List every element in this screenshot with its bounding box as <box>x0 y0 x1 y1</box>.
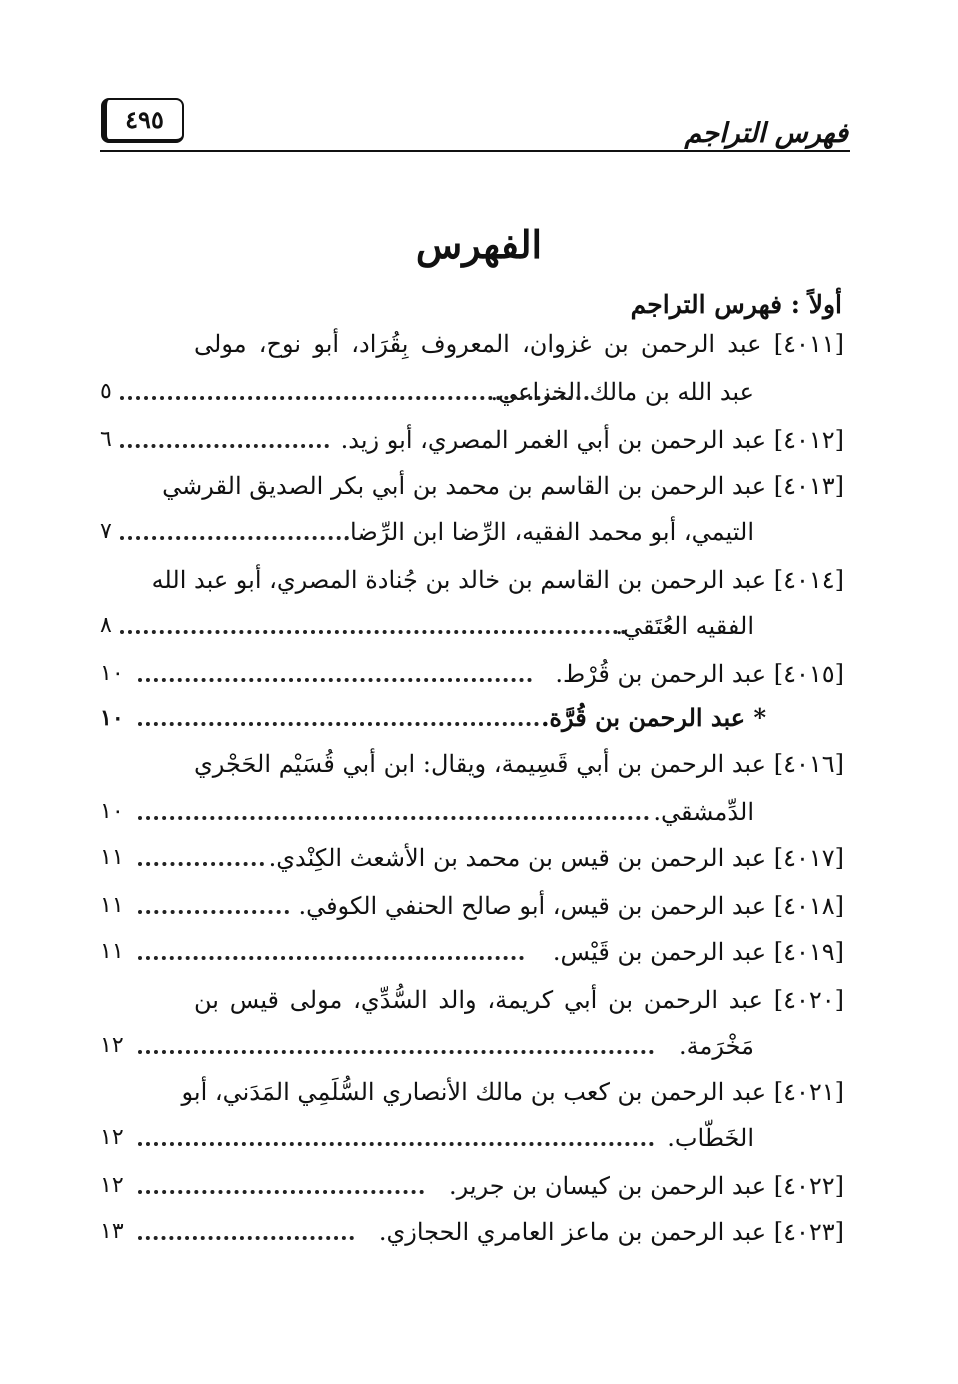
index-entry-line <box>100 932 844 972</box>
entry-page-number: ١١ <box>100 939 124 964</box>
index-entry-line <box>100 466 844 506</box>
index-entry-line <box>100 420 844 460</box>
dot-leader <box>138 1236 354 1240</box>
index-entry-line <box>100 372 844 412</box>
entry-page-number: ١٠ <box>100 705 124 731</box>
entry-text: عبد الله بن مالك الخزاعي. <box>490 378 754 406</box>
dot-leader <box>138 862 264 866</box>
entry-text: [٤٠١٧] عبد الرحمن بن قيس بن محمد بن الأشعث الكِنْدي. <box>268 844 844 872</box>
entry-page-number: ١٠ <box>100 661 124 686</box>
dot-leader <box>138 816 649 820</box>
entry-page-number: ١٣ <box>100 1219 124 1244</box>
entry-text: [٤٠١٢] عبد الرحمن بن أبي الغمر المصري، أبو زيد. <box>340 426 844 454</box>
dot-leader <box>138 1050 654 1054</box>
dot-leader <box>120 536 349 540</box>
entry-page-number: ٥ <box>100 379 112 404</box>
dot-leader <box>120 630 626 634</box>
index-entry-line <box>100 606 844 646</box>
entry-text: [٤٠١١] عبد الرحمن بن غزوان، المعروف بِقُرَاد، أبو نوح، مولى <box>194 330 844 358</box>
dot-leader <box>120 444 329 448</box>
index-entry-line <box>100 324 844 364</box>
entry-text: الخَطّاب. <box>667 1124 754 1152</box>
dot-leader <box>138 1190 424 1194</box>
dot-leader <box>120 396 589 400</box>
index-entry-line <box>100 512 844 552</box>
entry-text: مَخْرَمة. <box>679 1032 754 1060</box>
dot-leader <box>138 910 289 914</box>
entry-text: [٤٠٢١] عبد الرحمن بن كعب بن مالك الأنصاري السُّلَمِي المَدَني، أبو <box>181 1078 844 1106</box>
entry-text: التيمي، أبو محمد الفقيه، الرِّضا ابن الرِّضا. <box>342 518 754 546</box>
entry-page-number: ١١ <box>100 845 124 870</box>
entry-page-number: ١١ <box>100 893 124 918</box>
index-entry-line <box>100 1118 844 1158</box>
page-number: ٤٩٥ <box>125 105 164 134</box>
index-entry-line <box>100 1212 844 1252</box>
index-entry-line <box>100 1166 844 1206</box>
index-entry-line <box>100 560 844 600</box>
dot-leader <box>138 722 539 726</box>
index-entry-line <box>100 838 844 878</box>
index-entry-line <box>100 792 844 832</box>
entry-page-number: ٧ <box>100 519 112 544</box>
entry-text: * عبد الرحمن بن قُرَّة. <box>541 703 766 732</box>
page-number-box <box>101 98 184 143</box>
dot-leader <box>138 956 524 960</box>
index-entry-line <box>100 698 844 738</box>
dot-leader <box>138 678 532 682</box>
running-head: فهرس التراجم <box>684 118 848 149</box>
entry-text: الفقيه العُتَقي. <box>615 612 754 640</box>
entry-page-number: ١٠ <box>100 799 124 824</box>
entry-text: [٤٠١٣] عبد الرحمن بن القاسم بن محمد بن أبي بكر الصديق القرشي <box>162 472 844 500</box>
entry-text: [٤٠١٥] عبد الرحمن بن قُرْط. <box>555 660 844 688</box>
entry-text: [٤٠٢٠] عبد الرحمن بن أبي كريمة، والد السُّدِّي، مولى قيس بن <box>194 986 844 1014</box>
entry-page-number: ١٢ <box>100 1033 124 1058</box>
entry-page-number: ٦ <box>100 427 112 452</box>
section-title: أولاً : فهرس التراجم <box>630 290 842 319</box>
index-entry-line <box>100 654 844 694</box>
index-title: الفهرس <box>415 222 543 267</box>
index-entry-line <box>100 1026 844 1066</box>
entry-text: [٤٠١٩] عبد الرحمن بن قَيْس. <box>552 938 844 966</box>
entry-text: [٤٠٢٢] عبد الرحمن بن كيسان بن جرير. <box>449 1172 844 1200</box>
entry-text: الدِّمشقي. <box>653 798 754 826</box>
entry-text: [٤٠١٤] عبد الرحمن بن القاسم بن خالد بن جُنادة المصري، أبو عبد الله <box>151 566 844 594</box>
entry-text: [٤٠١٨] عبد الرحمن بن قيس، أبو صالح الحنفي الكوفي. <box>298 892 844 920</box>
entry-page-number: ٨ <box>100 613 112 638</box>
entry-text: [٤٠٢٣] عبد الرحمن بن ماعز العامري الحجازي. <box>378 1218 844 1246</box>
entry-page-number: ١٢ <box>100 1125 124 1150</box>
index-entry-line <box>100 980 844 1020</box>
header-rule <box>100 150 850 152</box>
dot-leader <box>138 1142 654 1146</box>
index-entry-line <box>100 886 844 926</box>
index-entry-line <box>100 1072 844 1112</box>
entry-page-number: ١٢ <box>100 1173 124 1198</box>
entry-text: [٤٠١٦] عبد الرحمن بن أبي قَسِيمة، ويقال: ابن أبي قُسَيْم الحَجْري <box>194 750 845 778</box>
index-entry-line <box>100 744 844 784</box>
